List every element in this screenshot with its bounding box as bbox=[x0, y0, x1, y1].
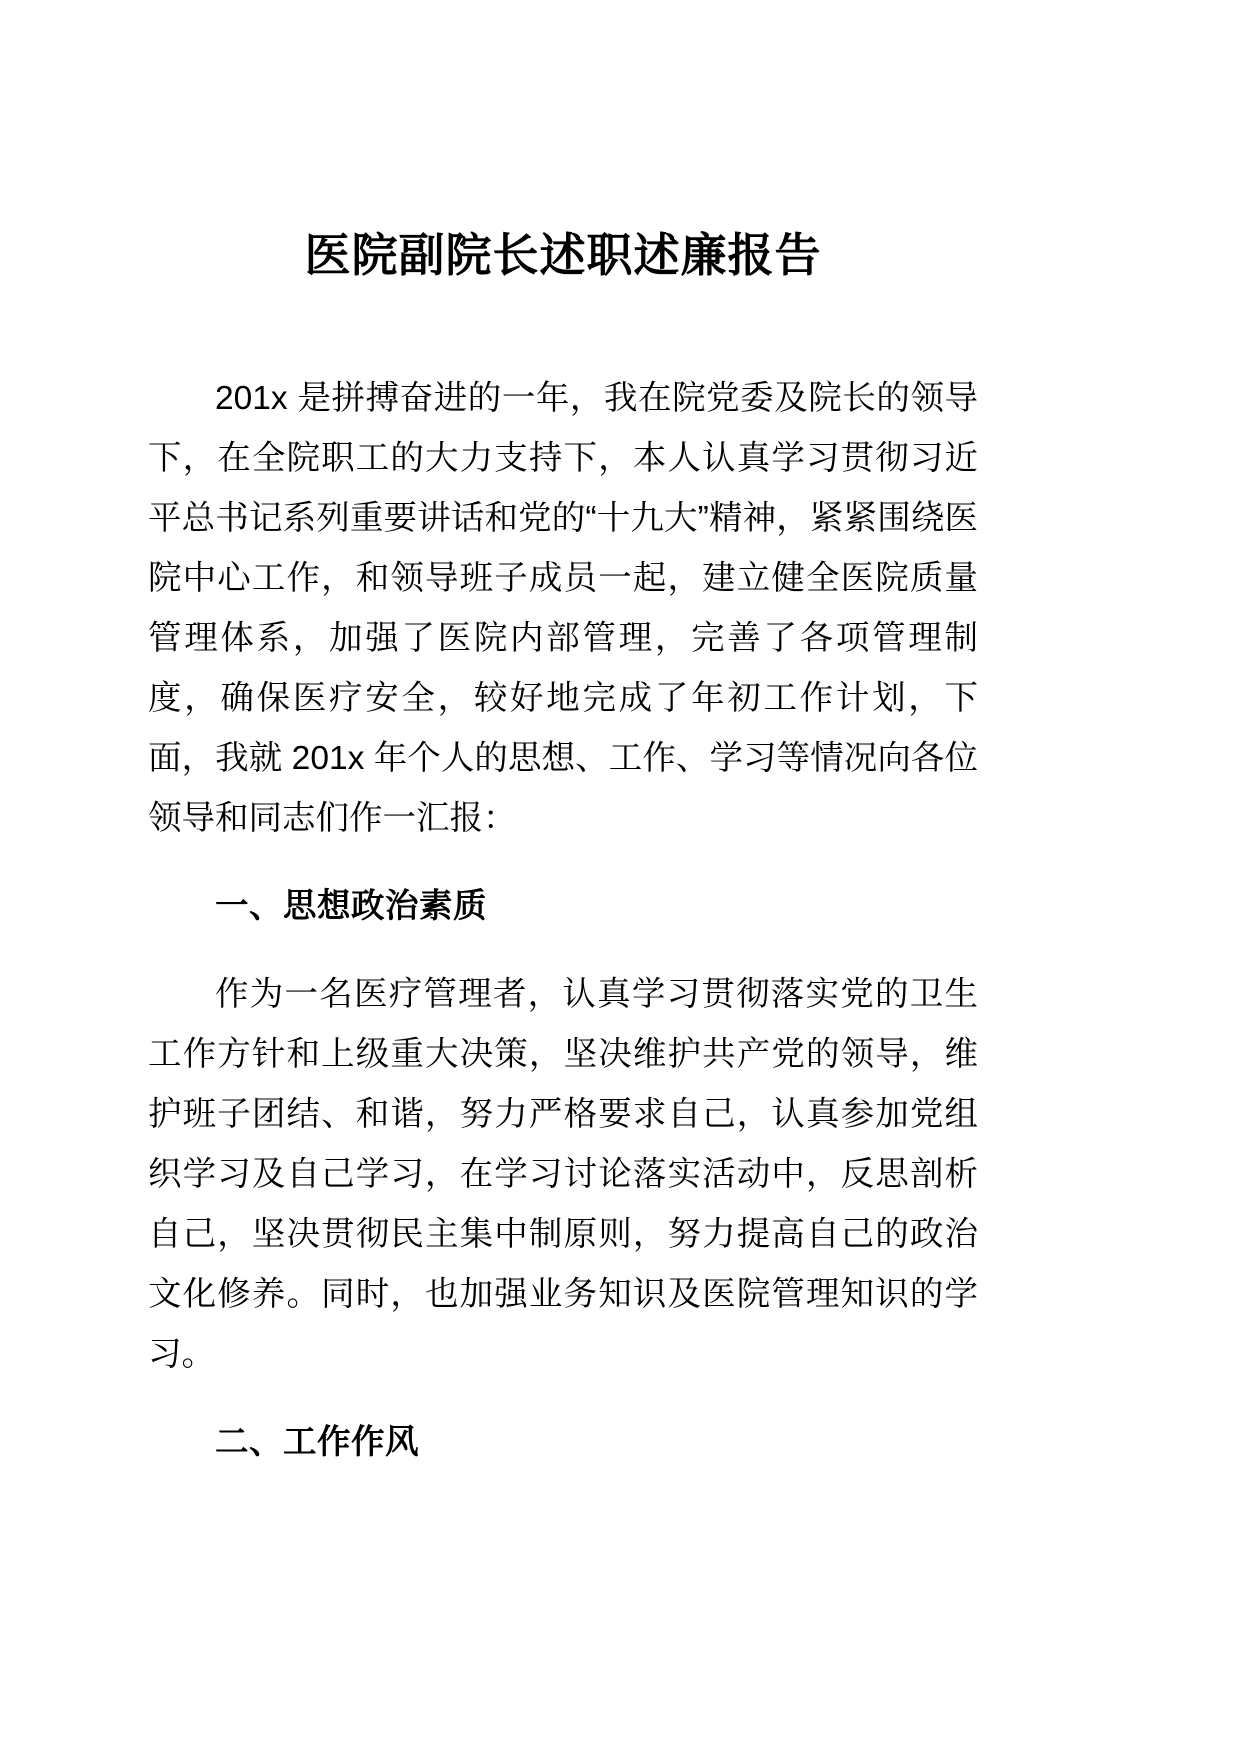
document-body bbox=[148, 0, 978, 1473]
paragraph-section-one: 作为一名医疗管理者，认真学习贯彻落实党的卫生工作方针和上级重大决策，坚决维护共产党的领导，维护班子团结、和谐，努力严格要求自己，认真参加党组织学习及自己学习，在学习讨论落实活动中，反思剖析自己，坚决贯彻民主集中制原则，努力提高自己的政治文化修养。同时，也加强业务知识及医院管理知识的学习。 bbox=[148, 976, 978, 1374]
page-title: 医院副院长述职述廉报告 bbox=[304, 229, 822, 281]
section-heading-two: 二、工作作风 bbox=[215, 1424, 419, 1462]
paragraph-intro: 201x 是拼搏奋进的一年，我在院党委及院长的领导下，在全院职工的大力支持下，本人认真学习贯彻习近平总书记系列重要讲话和党的“十九大”精神，紧紧围绕医院中心工作，和领导班子成员一起，建立健全医院质量管理体系，加强了医院内部管理，完善了各项管理制度，确保医疗安全，较好地完成了年初工作计划，下面，我就 201x 年个人的思想、工作、学习等情况向各位领导和同志们作一汇报： bbox=[148, 380, 978, 838]
section-heading-one: 一、思想政治素质 bbox=[215, 888, 487, 926]
